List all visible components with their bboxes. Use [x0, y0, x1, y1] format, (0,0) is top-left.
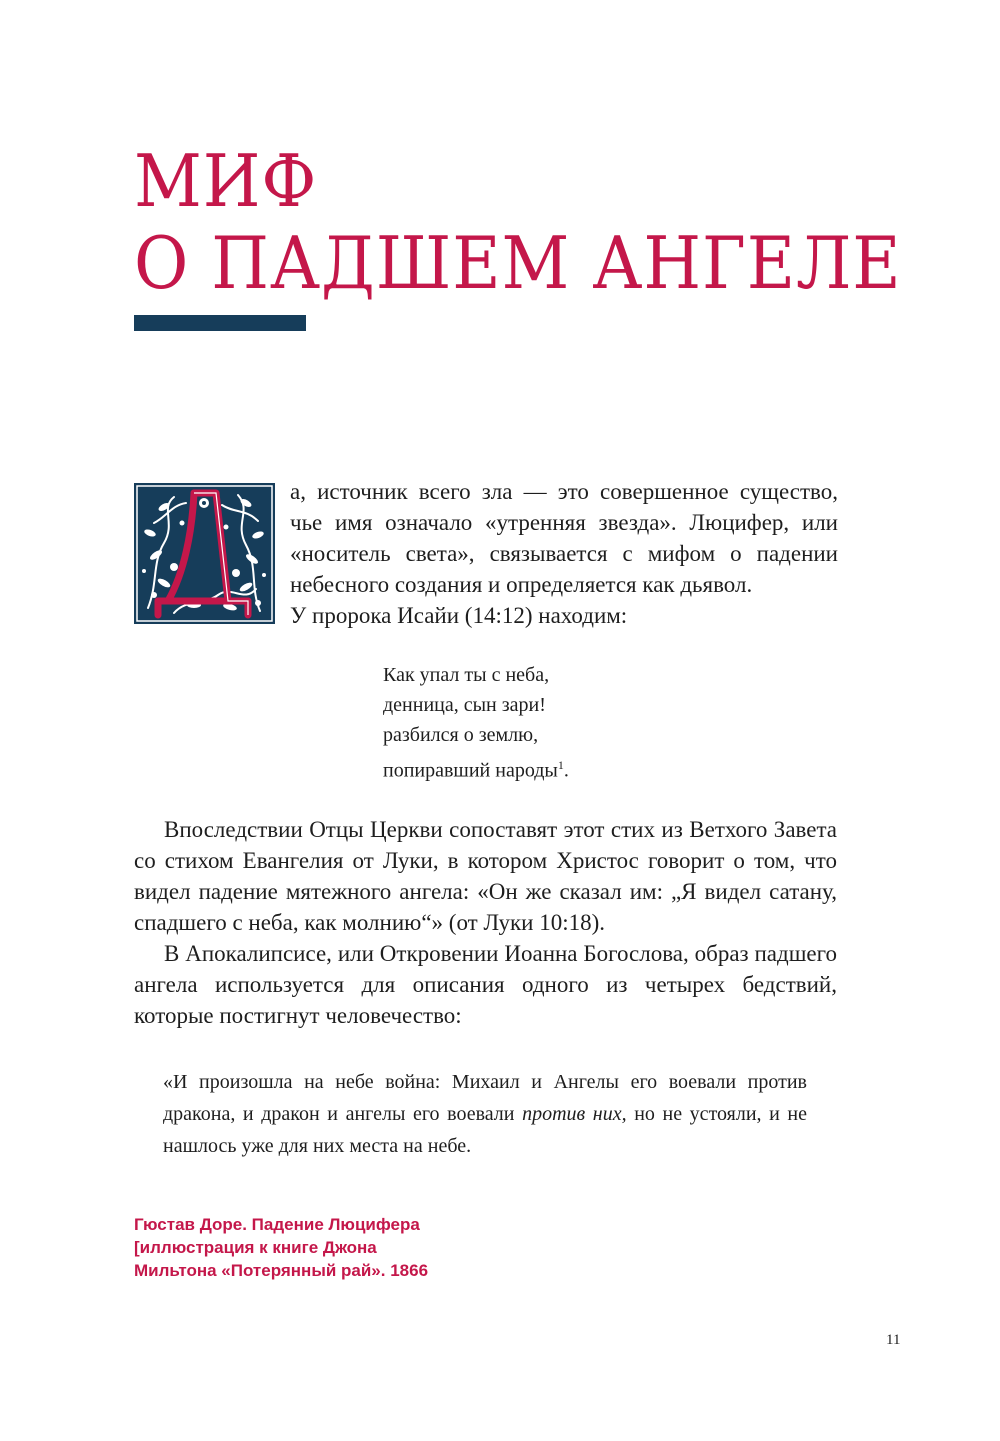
page-number: 11	[886, 1332, 901, 1348]
figure-caption	[134, 1213, 428, 1282]
page-title	[134, 140, 902, 304]
paragraph: В Апокалипсисе, или Откровении Иоанна Богослова, образ падшего ангела используется для описания одного из четырех бедствий, которые постигнут человечество:	[134, 941, 837, 1028]
footnote-marker: 1	[557, 758, 564, 772]
title-line-2: О ПАДШЕМ АНГЕЛЕ	[134, 221, 902, 305]
verse-block	[383, 660, 569, 786]
title-line-1: МИФ	[134, 139, 318, 223]
verse-line: денница, сын зари!	[383, 694, 546, 716]
illuminated-initial-icon	[134, 483, 275, 624]
verse-line	[383, 750, 569, 786]
intro-paragraph: а, источник всего зла — это совершенное существо, чье имя означало «утренняя звезда». Люцифер, или «носитель света», связывается с мифом о падении небесного создания и определяется как дьявол.	[290, 479, 838, 597]
quote-text-after: но не устояли, и не нашлось уже для них места на небе.	[163, 1103, 808, 1157]
verse-line-text: попиравший народы	[383, 759, 558, 782]
main-text	[134, 814, 837, 1031]
verse-line: разбился о землю,	[383, 724, 539, 746]
scripture-quote	[163, 1066, 807, 1162]
verse-line: Как упал ты с неба,	[383, 664, 550, 686]
verse-end-period: .	[563, 759, 569, 782]
caption-line: Гюстав Доре. Падение Люцифера	[134, 1215, 420, 1234]
quote-italic: против них,	[522, 1103, 627, 1125]
caption-line: [иллюстрация к книге Джона	[134, 1238, 377, 1257]
caption-line: Мильтона «Потерянный рай». 1866	[134, 1261, 429, 1280]
paragraph: Впоследствии Отцы Церкви сопоставят этот стих из Ветхого Завета со стихом Евангелия от Луки, в котором Христос говорит о том, что видел падение мятежного ангела: «Он же сказал им: „Я видел сатану, спадшего с неба, как молнию“» (от Луки 10:18).	[134, 817, 837, 935]
title-rule	[134, 315, 306, 331]
intro-paragraph-last-line: У пророка Исайи (14:12) находим:	[290, 603, 628, 628]
quote-text-before: «И произошла на небе война: Михаил и Ангелы его воевали против дракона, и дракон и ангелы его воевали	[163, 1071, 807, 1125]
